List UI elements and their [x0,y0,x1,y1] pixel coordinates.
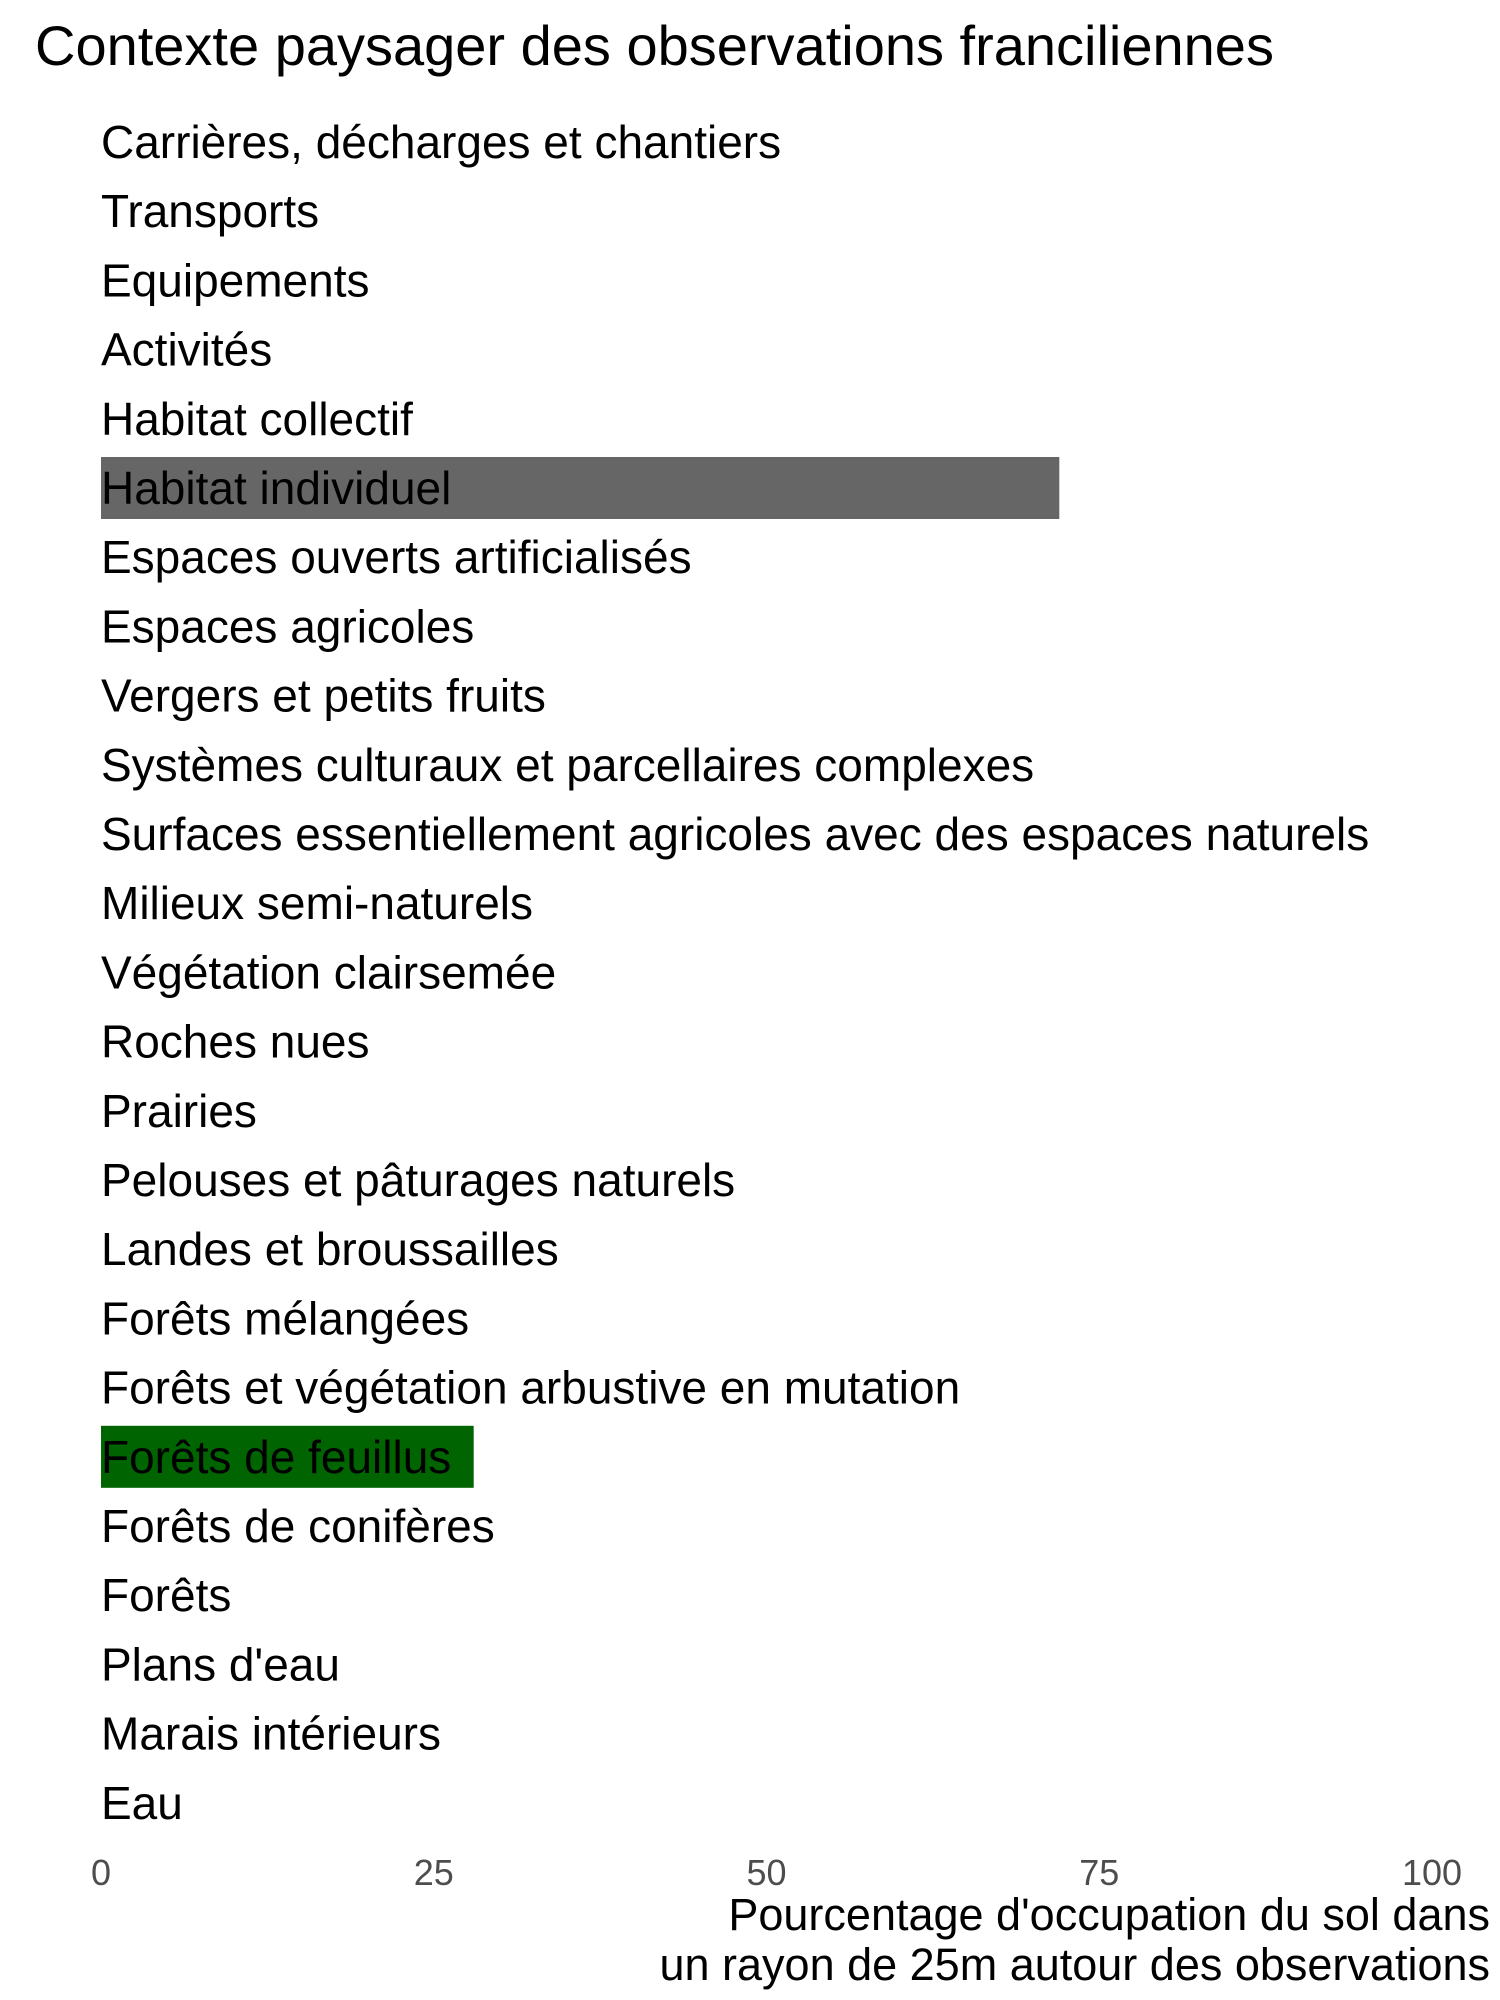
category-label-habitat-individuel: Habitat individuel [101,462,452,514]
category-label-espaces-agricoles: Espaces agricoles [101,600,475,653]
category-label-transports: Transports [101,185,320,238]
category-label-forets-melangees: Forêts mélangées [101,1292,470,1345]
category-label-plans-d-eau: Plans d'eau [101,1638,340,1691]
category-label-carrieres-decharges-et-chantiers: Carrières, décharges et chantiers [101,116,782,168]
x-tick-label-50: 50 [746,1852,787,1893]
category-label-eau: Eau [101,1776,183,1829]
x-axis-title [659,1890,1490,1990]
category-label-forets-et-vegetation-arbustive-en-mutation: Forêts et végétation arbustive en mutation [101,1361,961,1414]
category-labels [101,116,1369,1829]
category-label-equipements: Equipements [101,254,370,307]
category-label-habitat-collectif: Habitat collectif [101,392,413,445]
category-label-forets-de-feuillus: Forêts de feuillus [101,1430,452,1483]
x-tick-label-100: 100 [1401,1852,1463,1893]
chart-title: Contexte paysager des observations franciliennes [35,14,1274,77]
category-label-marais-interieurs: Marais intérieurs [101,1707,441,1760]
x-tick-label-75: 75 [1079,1852,1120,1893]
x-axis-title-line-1: Pourcentage d'occupation du sol dans [728,1889,1490,1940]
category-label-landes-et-broussailles: Landes et broussailles [101,1223,559,1276]
category-label-vergers-et-petits-fruits: Vergers et petits fruits [101,669,546,722]
x-tick-label-25: 25 [413,1852,454,1893]
x-axis-title-line-2: un rayon de 25m autour des observations [659,1939,1490,1990]
x-tick-label-0: 0 [90,1852,112,1893]
category-label-roches-nues: Roches nues [101,1015,370,1068]
x-axis-ticks [91,1852,1462,1893]
category-label-activites: Activités [101,323,273,376]
category-label-forets-de-coniferes: Forêts de conifères [101,1500,495,1552]
category-label-vegetation-clairsemee: Végétation clairsemée [101,946,557,999]
category-label-surfaces-essentiellement-agricoles-avec-des-espaces-naturels: Surfaces essentiellement agricoles avec des espaces naturels [101,808,1370,860]
category-label-prairies: Prairies [101,1084,257,1137]
category-label-forets: Forêts [101,1569,232,1622]
category-label-pelouses-et-paturages-naturels: Pelouses et pâturages naturels [101,1154,736,1206]
category-label-milieux-semi-naturels: Milieux semi-naturels [101,877,534,930]
category-label-espaces-ouverts-artificialises: Espaces ouverts artificialisés [101,531,692,584]
category-label-systemes-culturaux-et-parcellaires-complexes: Systèmes culturaux et parcellaires complexes [101,738,1035,791]
